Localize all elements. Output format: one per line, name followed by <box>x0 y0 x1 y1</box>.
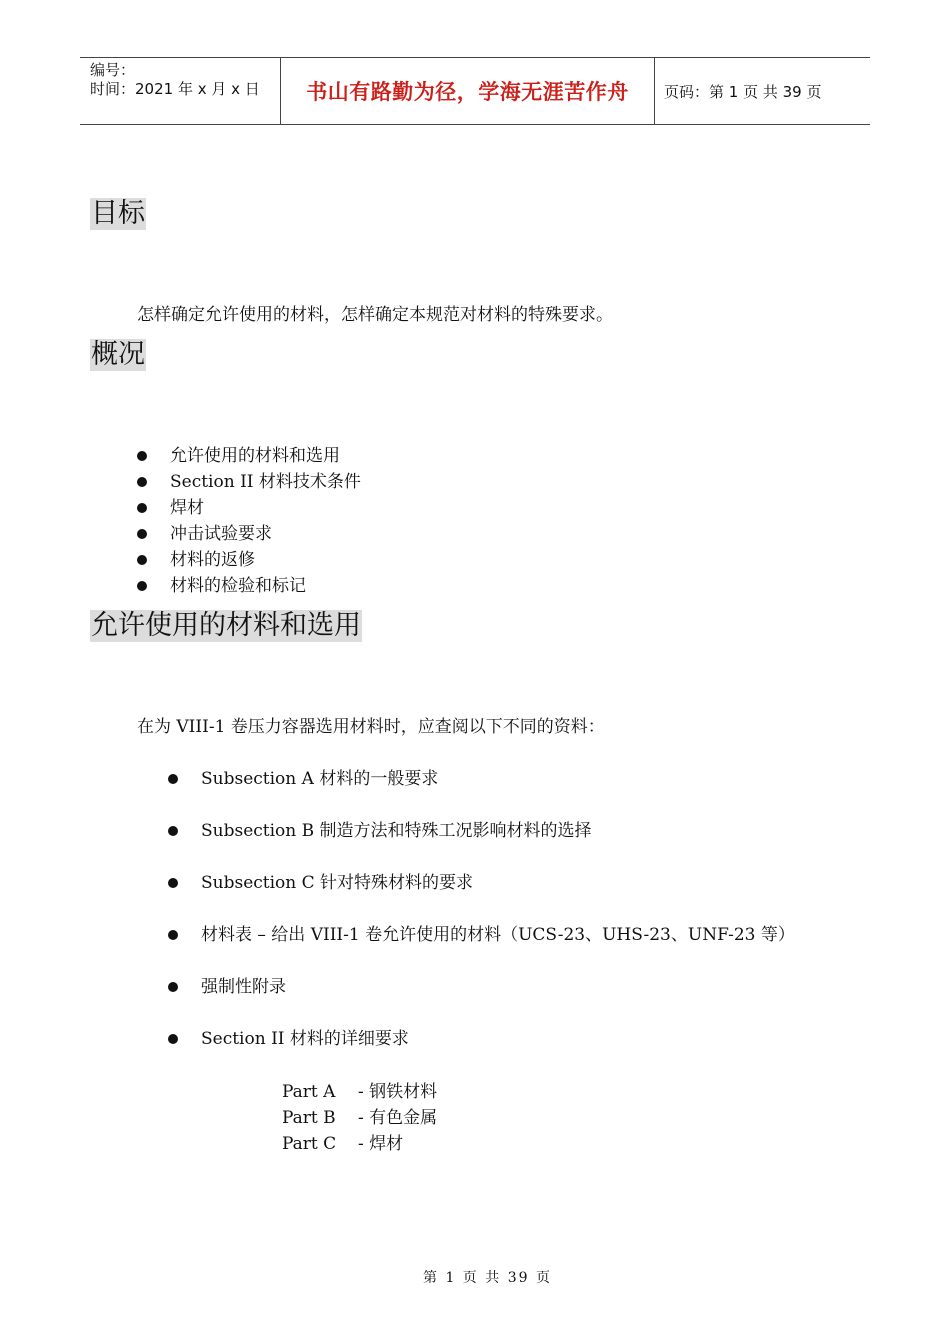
bullet-icon <box>137 451 147 461</box>
list-item <box>168 766 795 818</box>
header-meta <box>80 58 281 124</box>
bullet-icon <box>168 982 178 992</box>
list-item <box>168 922 795 974</box>
list-item-text: Subsection B 制造方法和特殊工况影响材料的选择 <box>201 821 592 841</box>
overview-list <box>137 443 361 599</box>
bullet-icon <box>137 477 147 487</box>
list-item <box>168 870 795 922</box>
bullet-icon <box>137 581 147 591</box>
allowed-intro: 在为 VIII-1 卷压力容器选用材料时，应查阅以下不同的资料： <box>137 717 605 737</box>
list-item <box>168 974 795 1026</box>
list-item <box>137 521 361 547</box>
list-item-text: Subsection C 针对特殊材料的要求 <box>201 873 474 893</box>
bullet-icon <box>168 826 178 836</box>
list-item <box>168 1026 795 1078</box>
list-item <box>137 469 361 495</box>
header-time: 时间：2021 年 x 月 x 日 <box>90 80 260 98</box>
list-item <box>168 818 795 870</box>
list-item <box>137 547 361 573</box>
part-desc: - 焊材 <box>358 1134 404 1154</box>
bullet-icon <box>168 1034 178 1044</box>
bullet-icon <box>137 555 147 565</box>
part-row <box>282 1105 437 1131</box>
list-item-text: 焊材 <box>170 498 204 518</box>
section-ii-parts <box>282 1079 437 1157</box>
list-item <box>137 443 361 469</box>
header-number: 编号： <box>90 61 136 79</box>
list-item-text: Section II 材料技术条件 <box>170 472 361 492</box>
list-item-text: Subsection A 材料的一般要求 <box>201 769 439 789</box>
heading-objective: 目标 <box>91 198 145 229</box>
heading-allowed-materials: 允许使用的材料和选用 <box>91 610 361 641</box>
allowed-list <box>168 766 795 1078</box>
bullet-icon <box>168 930 178 940</box>
list-item-text: 冲击试验要求 <box>170 524 272 544</box>
list-item-text: 材料的检验和标记 <box>170 576 306 596</box>
part-row <box>282 1131 437 1157</box>
header-page-label: 页码：第 1 页 共 39 页 <box>664 82 822 101</box>
bullet-icon <box>168 878 178 888</box>
objective-text: 怎样确定允许使用的材料，怎样确定本规范对材料的特殊要求。 <box>137 305 613 325</box>
header-motto: 书山有路勤为径，学海无涯苦作舟 <box>281 58 655 124</box>
part-desc: - 有色金属 <box>358 1108 438 1128</box>
list-item-text: 材料的返修 <box>170 550 255 570</box>
part-desc: - 钢铁材料 <box>358 1082 438 1102</box>
bullet-icon <box>137 503 147 513</box>
list-item-text: 允许使用的材料和选用 <box>170 446 340 466</box>
part-name: Part C <box>282 1134 337 1154</box>
bullet-icon <box>168 774 178 784</box>
list-item-text: Section II 材料的详细要求 <box>201 1029 409 1049</box>
list-item-text: 强制性附录 <box>201 977 286 997</box>
part-row <box>282 1079 437 1105</box>
part-name: Part A <box>282 1082 336 1102</box>
page-footer: 第 1 页 共 39 页 <box>423 1270 552 1286</box>
list-item <box>137 573 361 599</box>
list-item <box>137 495 361 521</box>
bullet-icon <box>137 529 147 539</box>
part-name: Part B <box>282 1108 336 1128</box>
heading-overview: 概况 <box>91 339 145 370</box>
page-header <box>80 57 870 125</box>
list-item-text: 材料表 – 给出 VIII-1 卷允许使用的材料（UCS-23、UHS-23、UNF-23 等） <box>201 925 795 945</box>
